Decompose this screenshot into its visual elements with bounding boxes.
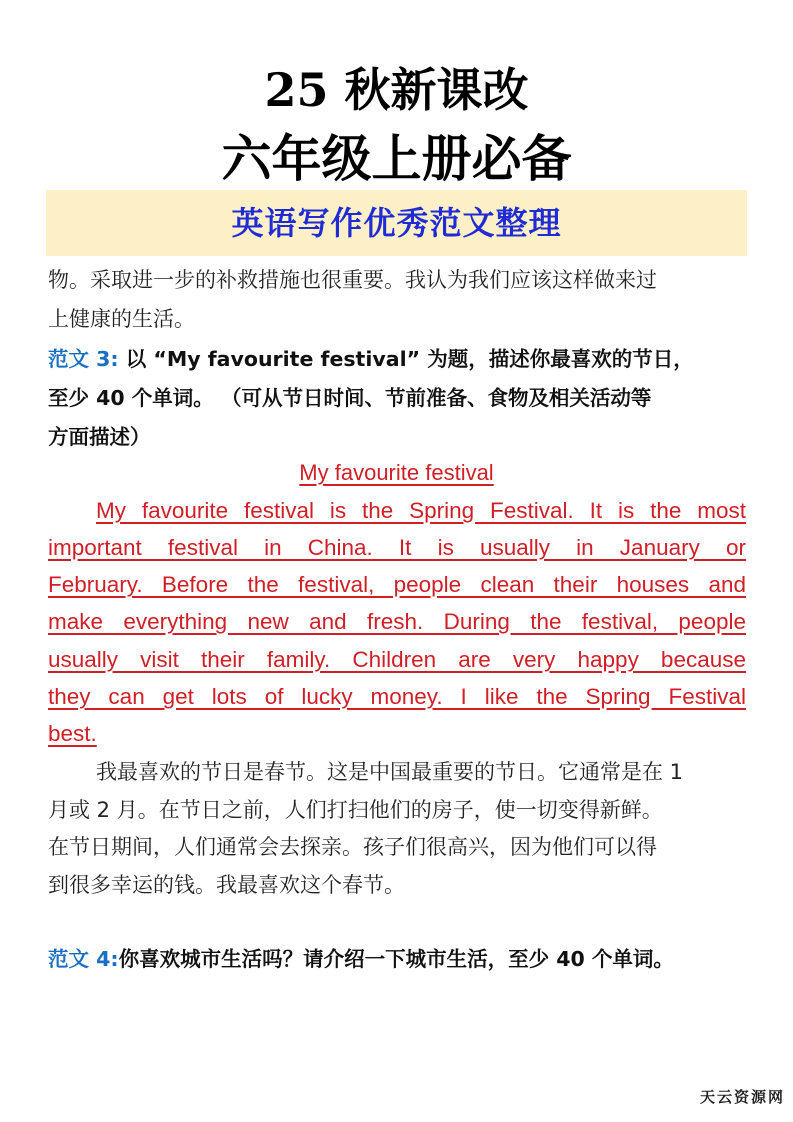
essay3-title [0, 455, 793, 491]
essay3-prompt-line-3: 方面描述） [48, 425, 151, 449]
section-banner [46, 190, 747, 256]
essay3-body-line-3: February. Before the festival, people clean their houses and [48, 572, 746, 597]
intro-line-2: 上健康的生活。 [48, 307, 195, 331]
essay3-body-line-7: best. [48, 721, 97, 746]
page-title-line-1: 25 秋新课改 [264, 63, 529, 117]
essay4-label: 范文 4: [48, 947, 119, 971]
essay3-translation-line-4: 到很多幸运的钱。我最喜欢这个春节。 [48, 873, 405, 897]
essay3-body-line-6: they can get lots of lucky money. I like the Spring Festival [48, 684, 746, 709]
essay4-prompt-text: 你喜欢城市生活吗？请介绍一下城市生活，至少 40 个单词。 [118, 947, 674, 971]
intro-line-1: 物。采取进一步的补救措施也很重要。我认为我们应该这样做来过 [48, 268, 657, 292]
essay3-prompt-line-1 [48, 341, 746, 378]
essay3-body-line-5: usually visit their family. Children are very happy because [48, 647, 746, 672]
essay4-prompt-line [48, 941, 746, 978]
essay3-title-text: My favourite festival [299, 460, 494, 485]
essay3-translation-line-2: 月或 2 月。在节日之前，人们打扫他们的房子，使一切变得新鲜。 [48, 798, 663, 822]
essay3-prompt-line-2: 至少 40 个单词。 （可从节日时间、节前准备、食物及相关活动等 [48, 386, 652, 410]
essay3-translation-line-1: 我最喜欢的节日是春节。这是中国最重要的节日。它通常是在 1 [96, 760, 684, 784]
essay3-prompt-text-1: 以 “My favourite festival” 为题，描述你最喜欢的节日， [118, 347, 694, 371]
essay3-body-line-1: My favourite festival is the Spring Festival. It is the most [96, 498, 746, 523]
essay3-label: 范文 3: [48, 347, 119, 371]
watermark-text: 天云资源网 [699, 1088, 785, 1106]
section-banner-text: 英语写作优秀范文整理 [231, 204, 562, 242]
essay3-translation-line-3: 在节日期间，人们通常会去探亲。孩子们很高兴，因为他们可以得 [48, 835, 657, 859]
page-title-line-2: 六年级上册必备 [221, 129, 572, 188]
essay3-body-line-2: important festival in China. It is usually in January or [48, 535, 746, 560]
essay3-body-line-4: make everything new and fresh. During the festival, people [48, 609, 746, 634]
